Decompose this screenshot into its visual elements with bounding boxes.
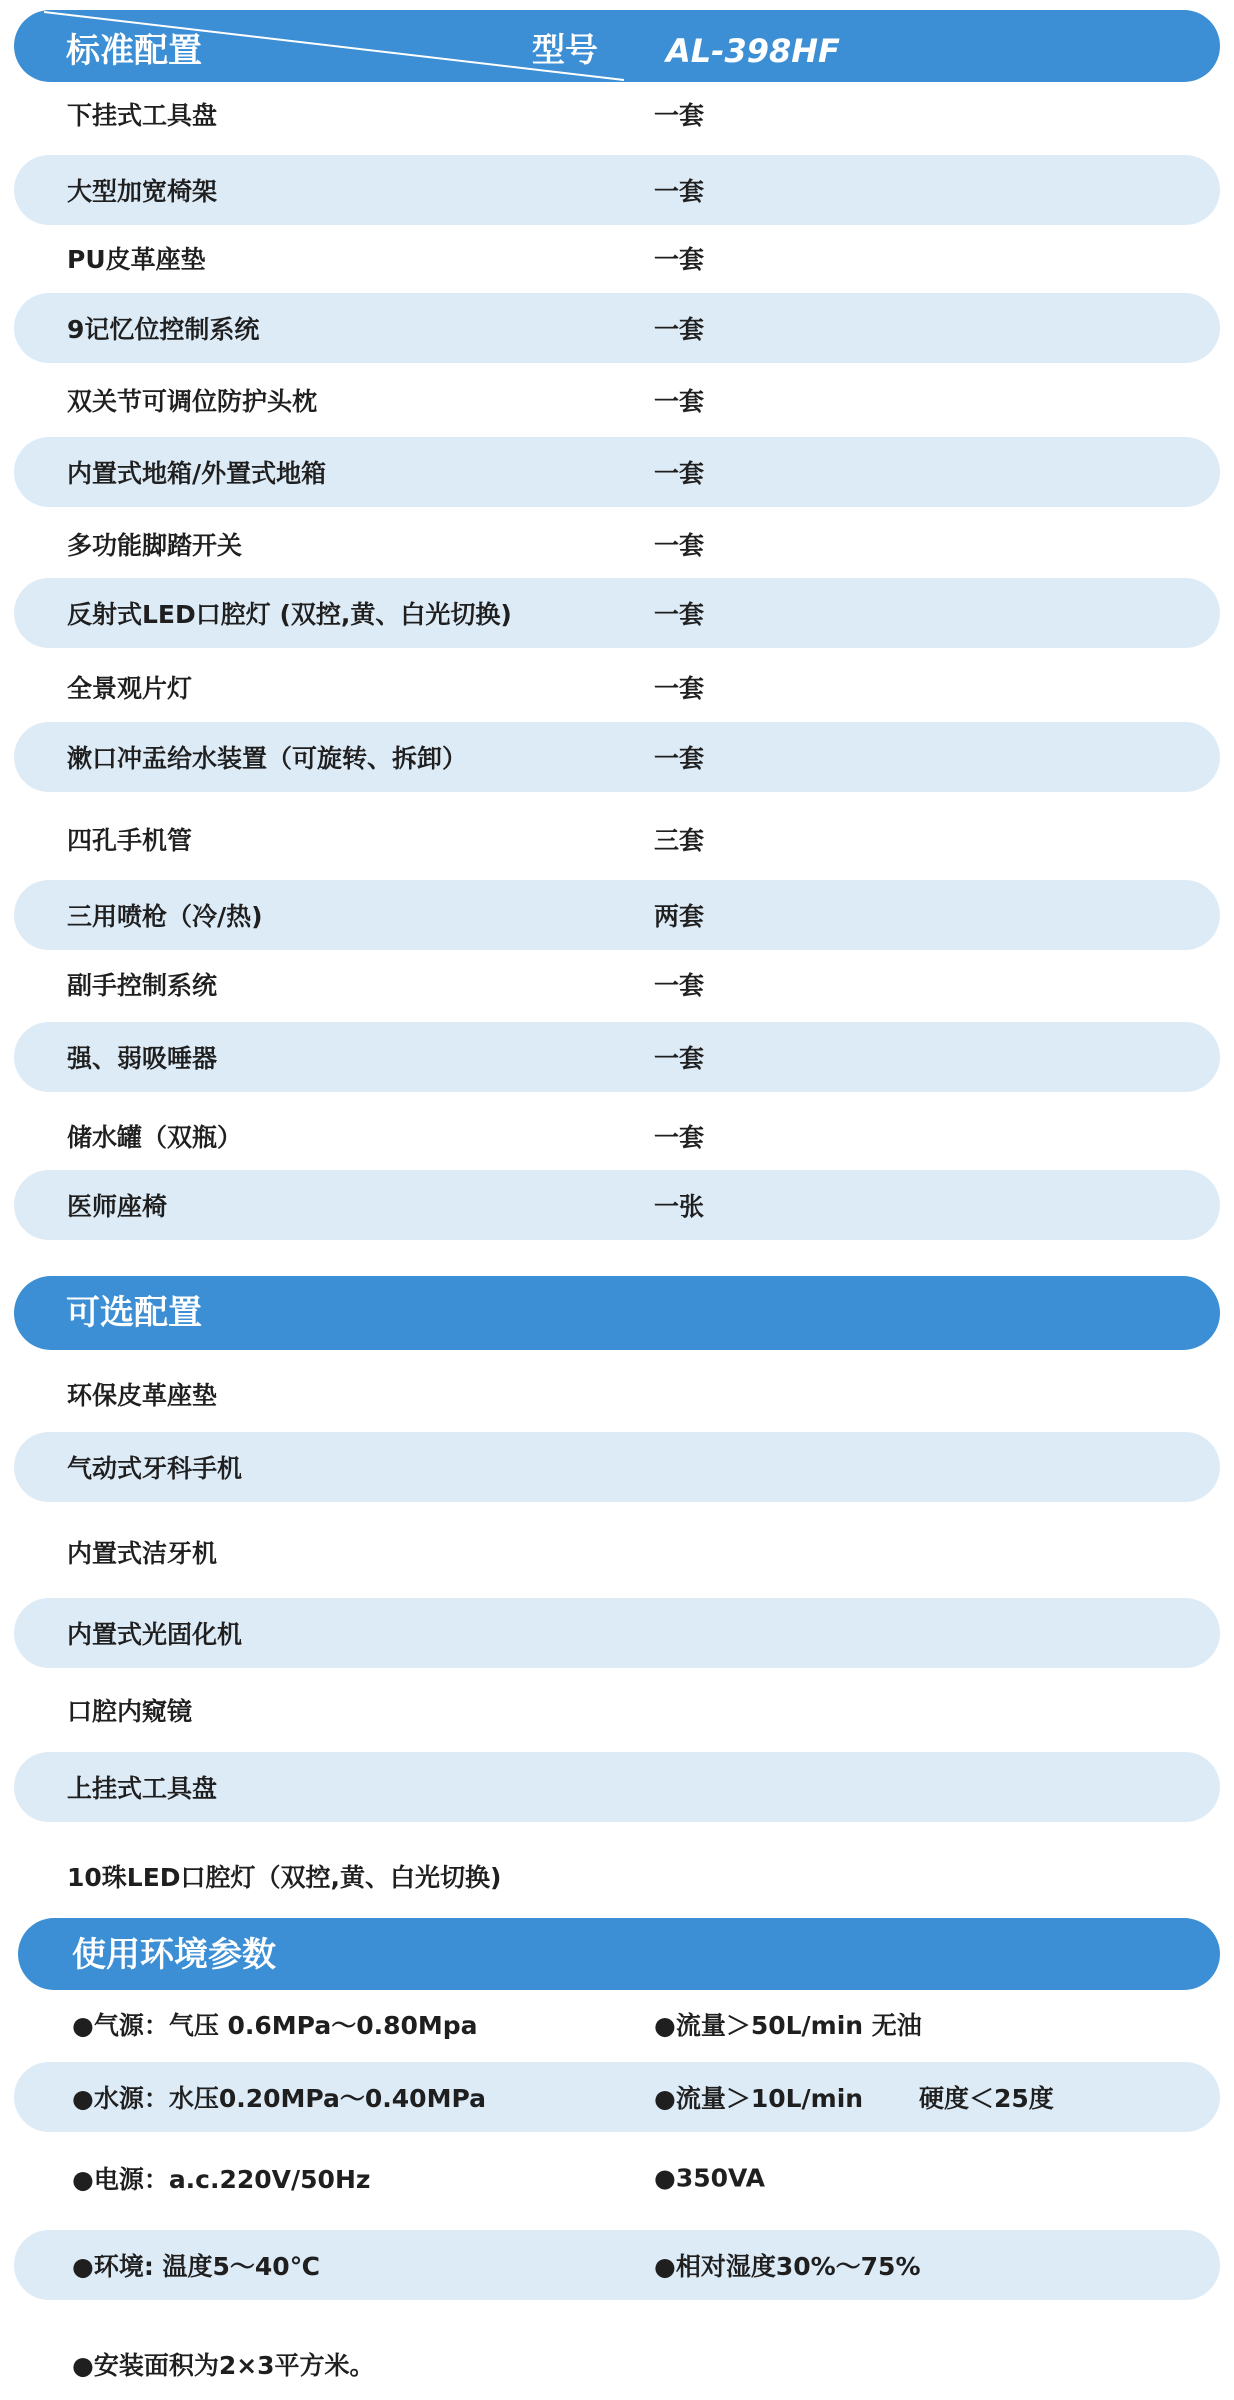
standard-row xyxy=(14,234,1220,282)
standard-item: 四孔手机管 xyxy=(67,826,193,855)
standard-qty: 一套 xyxy=(654,101,705,130)
optional-item: 内置式洁牙机 xyxy=(67,1539,218,1568)
optional-row xyxy=(14,1752,1220,1822)
environment-left: ●水源：水压0.20MPa～0.40MPa xyxy=(72,2084,486,2113)
standard-qty: 一张 xyxy=(654,1192,705,1221)
optional-row xyxy=(14,1852,1220,1900)
environment-title: 使用环境参数 xyxy=(72,1935,276,1975)
standard-row xyxy=(14,520,1220,568)
environment-left: ●安装面积为2×3平方米。 xyxy=(72,2351,375,2380)
standard-item: 医师座椅 xyxy=(67,1192,168,1221)
standard-row xyxy=(14,1170,1220,1240)
standard-row xyxy=(14,90,1220,138)
model-value: AL-398HF xyxy=(666,32,840,70)
optional-row xyxy=(14,1528,1220,1576)
standard-qty: 一套 xyxy=(654,531,705,560)
standard-item: 全景观片灯 xyxy=(67,674,193,703)
standard-item: 强、弱吸唾器 xyxy=(67,1044,218,1073)
environment-row xyxy=(14,2340,1220,2388)
standard-item: 反射式LED口腔灯 (双控,黄、白光切换) xyxy=(67,600,512,629)
standard-row xyxy=(14,880,1220,950)
environment-row xyxy=(14,2154,1220,2202)
optional-config-header xyxy=(14,1276,1220,1350)
standard-qty: 一套 xyxy=(654,1044,705,1073)
standard-row xyxy=(14,155,1220,225)
standard-item: 副手控制系统 xyxy=(67,971,218,1000)
standard-config-header xyxy=(14,10,1220,82)
standard-row xyxy=(14,437,1220,507)
environment-row xyxy=(14,2062,1220,2132)
standard-item: 漱口冲盂给水装置（可旋转、拆卸） xyxy=(67,744,468,773)
environment-right: ●相对湿度30%～75% xyxy=(654,2252,921,2281)
optional-item: 气动式牙科手机 xyxy=(67,1454,243,1483)
optional-row xyxy=(14,1686,1220,1734)
optional-row xyxy=(14,1598,1220,1668)
optional-row xyxy=(14,1432,1220,1502)
optional-item: 内置式光固化机 xyxy=(67,1620,243,1649)
environment-right: ●流量＞50L/min 无油 xyxy=(654,2011,922,2040)
standard-row xyxy=(14,960,1220,1008)
environment-right: ●流量＞10L/min xyxy=(654,2084,864,2113)
standard-row xyxy=(14,376,1220,424)
environment-header xyxy=(18,1918,1220,1990)
environment-left: ●环境: 温度5～40℃ xyxy=(72,2252,320,2281)
standard-qty: 一套 xyxy=(654,1123,705,1152)
standard-item: 大型加宽椅架 xyxy=(67,177,218,206)
standard-row xyxy=(14,815,1220,863)
standard-row xyxy=(14,722,1220,792)
standard-qty: 一套 xyxy=(654,245,705,274)
standard-qty: 一套 xyxy=(654,459,705,488)
environment-extra: 硬度＜25度 xyxy=(919,2084,1054,2113)
standard-item: 双关节可调位防护头枕 xyxy=(67,387,318,416)
standard-row xyxy=(14,1112,1220,1160)
standard-item: PU皮革座垫 xyxy=(67,245,206,274)
standard-item: 多功能脚踏开关 xyxy=(67,531,243,560)
standard-qty: 一套 xyxy=(654,177,705,206)
standard-row xyxy=(14,663,1220,711)
optional-item: 环保皮革座垫 xyxy=(67,1381,218,1410)
environment-left: ●气源：气压 0.6MPa～0.80Mpa xyxy=(72,2011,478,2040)
standard-row xyxy=(14,293,1220,363)
standard-qty: 两套 xyxy=(654,902,705,931)
environment-row xyxy=(14,2230,1220,2300)
standard-row xyxy=(14,578,1220,648)
standard-config-title: 标准配置 xyxy=(66,31,202,71)
standard-qty: 一套 xyxy=(654,600,705,629)
standard-qty: 一套 xyxy=(654,744,705,773)
optional-config-title: 可选配置 xyxy=(66,1293,202,1333)
standard-item: 9记忆位控制系统 xyxy=(67,315,260,344)
standard-item: 储水罐（双瓶） xyxy=(67,1123,243,1152)
standard-item: 下挂式工具盘 xyxy=(67,101,218,130)
standard-item: 三用喷枪（冷/热) xyxy=(67,902,263,931)
standard-qty: 一套 xyxy=(654,315,705,344)
environment-right: ●350VA xyxy=(654,2163,765,2193)
standard-qty: 三套 xyxy=(654,826,705,855)
optional-item: 10珠LED口腔灯（双控,黄、白光切换) xyxy=(67,1863,502,1892)
standard-item: 内置式地箱/外置式地箱 xyxy=(67,459,327,488)
optional-item: 口腔内窥镜 xyxy=(67,1697,193,1726)
environment-row xyxy=(14,2000,1220,2048)
environment-left: ●电源：a.c.220V/50Hz xyxy=(72,2165,371,2194)
optional-row xyxy=(14,1370,1220,1418)
standard-row xyxy=(14,1022,1220,1092)
model-label: 型号 xyxy=(532,30,598,69)
standard-qty: 一套 xyxy=(654,674,705,703)
optional-item: 上挂式工具盘 xyxy=(67,1774,218,1803)
standard-qty: 一套 xyxy=(654,971,705,1000)
standard-qty: 一套 xyxy=(654,387,705,416)
